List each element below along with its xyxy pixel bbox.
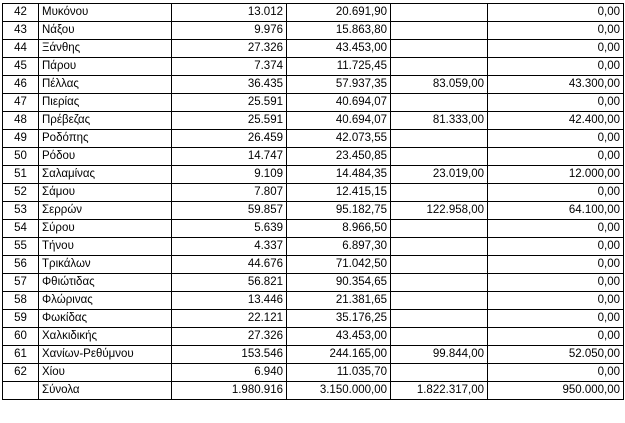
population-value: 26.459 (172, 130, 287, 148)
population-value: 6.940 (172, 364, 287, 382)
table-row (3, 94, 624, 112)
allocation-value: 11.725,45 (287, 58, 391, 76)
request-value (391, 220, 488, 238)
table-row (3, 166, 624, 184)
request-value (391, 40, 488, 58)
prefecture-name: Πάρου (39, 58, 172, 76)
request-value (391, 94, 488, 112)
request-value (391, 148, 488, 166)
row-number: 61 (3, 346, 39, 364)
request-value (391, 292, 488, 310)
population-value: 153.546 (172, 346, 287, 364)
request-value: 122.958,00 (391, 202, 488, 220)
table-row (3, 346, 624, 364)
grant-value: 0,00 (488, 148, 624, 166)
grant-value: 0,00 (488, 238, 624, 256)
prefecture-name: Τρικάλων (39, 256, 172, 274)
prefecture-name: Πρέβεζας (39, 112, 172, 130)
prefecture-name: Χαλκιδικής (39, 328, 172, 346)
row-number: 43 (3, 22, 39, 40)
prefecture-name: Φωκίδας (39, 310, 172, 328)
allocation-value: 95.182,75 (287, 202, 391, 220)
request-value (391, 256, 488, 274)
table-row (3, 364, 624, 382)
table-row (3, 328, 624, 346)
population-value: 22.121 (172, 310, 287, 328)
request-value (391, 22, 488, 40)
request-value: 23.019,00 (391, 166, 488, 184)
row-number: 53 (3, 202, 39, 220)
request-value (391, 184, 488, 202)
table-row (3, 274, 624, 292)
allocation-value: 40.694,07 (287, 94, 391, 112)
table-row (3, 184, 624, 202)
table-row (3, 4, 624, 22)
table-row (3, 202, 624, 220)
population-value: 27.326 (172, 328, 287, 346)
request-value: 83.059,00 (391, 76, 488, 94)
grant-value: 43.300,00 (488, 76, 624, 94)
totals-grant: 950.000,00 (488, 382, 624, 400)
totals-row (3, 382, 624, 400)
row-number: 45 (3, 58, 39, 76)
request-value (391, 4, 488, 22)
allocation-value: 12.415,15 (287, 184, 391, 202)
table-row (3, 22, 624, 40)
prefecture-name: Σύρου (39, 220, 172, 238)
request-value (391, 274, 488, 292)
allocation-value: 43.453,00 (287, 328, 391, 346)
population-value: 9.109 (172, 166, 287, 184)
allocation-value: 40.694,07 (287, 112, 391, 130)
allocation-value: 244.165,00 (287, 346, 391, 364)
allocation-value: 21.381,65 (287, 292, 391, 310)
row-number: 42 (3, 4, 39, 22)
population-value: 14.747 (172, 148, 287, 166)
population-value: 59.857 (172, 202, 287, 220)
table-row (3, 220, 624, 238)
row-number: 50 (3, 148, 39, 166)
table-row (3, 148, 624, 166)
allocation-table (2, 3, 624, 400)
grant-value: 0,00 (488, 328, 624, 346)
row-number: 54 (3, 220, 39, 238)
allocation-value: 8.966,50 (287, 220, 391, 238)
request-value (391, 328, 488, 346)
grant-value: 0,00 (488, 310, 624, 328)
allocation-value: 90.354,65 (287, 274, 391, 292)
grant-value: 0,00 (488, 94, 624, 112)
grant-value: 0,00 (488, 184, 624, 202)
prefecture-name: Φλώρινας (39, 292, 172, 310)
request-value (391, 310, 488, 328)
grant-value: 0,00 (488, 364, 624, 382)
row-number: 62 (3, 364, 39, 382)
grant-value: 42.400,00 (488, 112, 624, 130)
allocation-value: 20.691,90 (287, 4, 391, 22)
totals-allocation: 3.150.000,00 (287, 382, 391, 400)
prefecture-name: Ροδόπης (39, 130, 172, 148)
population-value: 25.591 (172, 94, 287, 112)
population-value: 5.639 (172, 220, 287, 238)
population-value: 7.807 (172, 184, 287, 202)
prefecture-name: Ξάνθης (39, 40, 172, 58)
population-value: 36.435 (172, 76, 287, 94)
table-row (3, 256, 624, 274)
request-value: 99.844,00 (391, 346, 488, 364)
row-number: 59 (3, 310, 39, 328)
prefecture-name: Σαλαμίνας (39, 166, 172, 184)
allocation-value: 14.484,35 (287, 166, 391, 184)
prefecture-name: Νάξου (39, 22, 172, 40)
request-value (391, 58, 488, 76)
grant-value: 52.050,00 (488, 346, 624, 364)
grant-value: 0,00 (488, 256, 624, 274)
prefecture-name: Ρόδου (39, 148, 172, 166)
request-value: 81.333,00 (391, 112, 488, 130)
row-number: 46 (3, 76, 39, 94)
allocation-value: 23.450,85 (287, 148, 391, 166)
grant-value: 0,00 (488, 58, 624, 76)
row-number: 49 (3, 130, 39, 148)
table-row (3, 130, 624, 148)
row-number: 56 (3, 256, 39, 274)
grant-value: 64.100,00 (488, 202, 624, 220)
row-number: 60 (3, 328, 39, 346)
population-value: 13.446 (172, 292, 287, 310)
prefecture-name: Σάμου (39, 184, 172, 202)
prefecture-name: Φθιώτιδας (39, 274, 172, 292)
row-number: 55 (3, 238, 39, 256)
prefecture-name: Τήνου (39, 238, 172, 256)
population-value: 25.591 (172, 112, 287, 130)
population-value: 56.821 (172, 274, 287, 292)
population-value: 13.012 (172, 4, 287, 22)
table-row (3, 310, 624, 328)
table-row (3, 292, 624, 310)
allocation-value: 42.073,55 (287, 130, 391, 148)
grant-value: 0,00 (488, 22, 624, 40)
grant-value: 0,00 (488, 4, 624, 22)
prefecture-name: Πιερίας (39, 94, 172, 112)
prefecture-name: Χίου (39, 364, 172, 382)
totals-population: 1.980.916 (172, 382, 287, 400)
request-value (391, 130, 488, 148)
row-number: 48 (3, 112, 39, 130)
population-value: 44.676 (172, 256, 287, 274)
totals-request: 1.822.317,00 (391, 382, 488, 400)
table-body (3, 4, 624, 400)
table-row (3, 40, 624, 58)
grant-value: 0,00 (488, 130, 624, 148)
request-value (391, 364, 488, 382)
prefecture-name: Πέλλας (39, 76, 172, 94)
row-number: 57 (3, 274, 39, 292)
grant-value: 0,00 (488, 40, 624, 58)
row-number: 47 (3, 94, 39, 112)
grant-value: 0,00 (488, 292, 624, 310)
allocation-value: 57.937,35 (287, 76, 391, 94)
allocation-value: 11.035,70 (287, 364, 391, 382)
totals-number-cell (3, 382, 39, 400)
row-number: 58 (3, 292, 39, 310)
allocation-value: 35.176,25 (287, 310, 391, 328)
allocation-value: 71.042,50 (287, 256, 391, 274)
grant-value: 0,00 (488, 220, 624, 238)
allocation-value: 43.453,00 (287, 40, 391, 58)
allocation-value: 15.863,80 (287, 22, 391, 40)
table-row (3, 76, 624, 94)
population-value: 7.374 (172, 58, 287, 76)
allocation-value: 6.897,30 (287, 238, 391, 256)
population-value: 9.976 (172, 22, 287, 40)
prefecture-name: Σερρών (39, 202, 172, 220)
population-value: 4.337 (172, 238, 287, 256)
request-value (391, 238, 488, 256)
row-number: 44 (3, 40, 39, 58)
table-row (3, 112, 624, 130)
row-number: 51 (3, 166, 39, 184)
grant-value: 12.000,00 (488, 166, 624, 184)
totals-label: Σύνολα (39, 382, 172, 400)
population-value: 27.326 (172, 40, 287, 58)
prefecture-name: Χανίων-Ρεθύμνου (39, 346, 172, 364)
table-row (3, 58, 624, 76)
grant-value: 0,00 (488, 274, 624, 292)
prefecture-name: Μυκόνου (39, 4, 172, 22)
table-row (3, 238, 624, 256)
row-number: 52 (3, 184, 39, 202)
